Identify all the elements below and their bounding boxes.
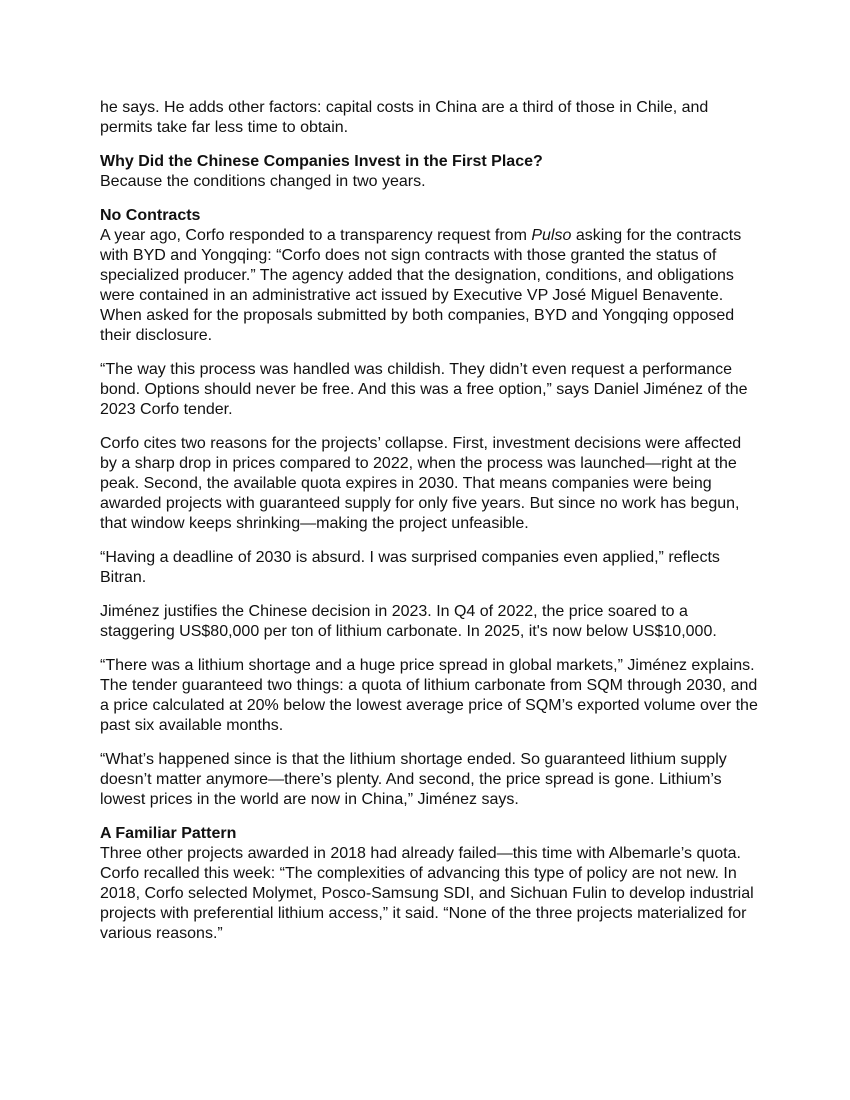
paragraph-shortage-ended: “What’s happened since is that the lithium shortage ended. So guaranteed lithium supply doesn’t matter anymore—there’s plenty. And second, the price spread is gone. Lithium’s lowest prices in the world are now in China,” Jiménez says. <box>100 751 727 808</box>
paragraph-tender-guarantees: “There was a lithium shortage and a huge price spread in global markets,” Jiménez explains. The tender guaranteed two things: a quota of lithium carbonate from SQM through 2030, and a price calculated at 20% below the lowest average price of SQM’s exported volume over the past six available months. <box>100 657 758 734</box>
paragraph-bitran-quote: “Having a deadline of 2030 is absurd. I was surprised companies even applied,” reflects Bitran. <box>100 549 720 586</box>
paragraph-conditions-changed: Because the conditions changed in two years. <box>100 173 426 190</box>
section-heading-familiar-pattern: A Familiar Pattern <box>100 825 237 842</box>
paragraph-jimenez-quote-childish: “The way this process was handled was childish. They didn’t even request a performance bond. Options should never be free. And this was a free option,” says Daniel Jiménez of the 2023 Corfo tender. <box>100 361 748 418</box>
paragraph-capital-costs: he says. He adds other factors: capital costs in China are a third of those in Chile, and permits take far less time to obtain. <box>100 99 709 136</box>
section-heading-why-invest: Why Did the Chinese Companies Invest in the First Place? <box>100 153 543 170</box>
text-segment: asking for the contracts with BYD and Yongqing: “Corfo does not sign contracts with those granted the status of specialized producer.” The agency added that the designation, conditions, and obligations were contained in an administrative act issued by Executive VP José Miguel Benavente. When asked for the proposals submitted by both companies, BYD and Yongqing opposed their disclosure. <box>100 227 742 344</box>
text-segment: A year ago, Corfo responded to a transparency request from <box>100 227 532 244</box>
section-familiar-pattern <box>100 824 760 944</box>
document-page <box>100 98 760 958</box>
paragraph-corfo-reasons: Corfo cites two reasons for the projects’ collapse. First, investment decisions were affected by a sharp drop in prices compared to 2022, when the process was launched—right at the peak. Second, the available quota expires in 2030. That means companies were being awarded projects with guaranteed supply for only five years. But since no work has begun, that window keeps shrinking—making the project unfeasible. <box>100 435 742 532</box>
paragraph-transparency-request <box>100 226 760 346</box>
section-no-contracts <box>100 206 760 346</box>
paragraph-2018-projects: Three other projects awarded in 2018 had already failed—this time with Albemarle’s quota. Corfo recalled this week: “The complexities of advancing this type of policy are not new. In 2018, Corfo selected Molymet, Posco-Samsung SDI, and Sichuan Fulin to develop industrial projects with preferential lithium access,” it said. “None of the three projects materialized for various reasons.” <box>100 845 754 942</box>
section-heading-no-contracts: No Contracts <box>100 207 201 224</box>
section-why-invest <box>100 152 760 192</box>
paragraph-price-history: Jiménez justifies the Chinese decision in 2023. In Q4 of 2022, the price soared to a staggering US$80,000 per ton of lithium carbonate. In 2025, it's now below US$10,000. <box>100 603 717 640</box>
publication-name: Pulso <box>531 227 572 244</box>
